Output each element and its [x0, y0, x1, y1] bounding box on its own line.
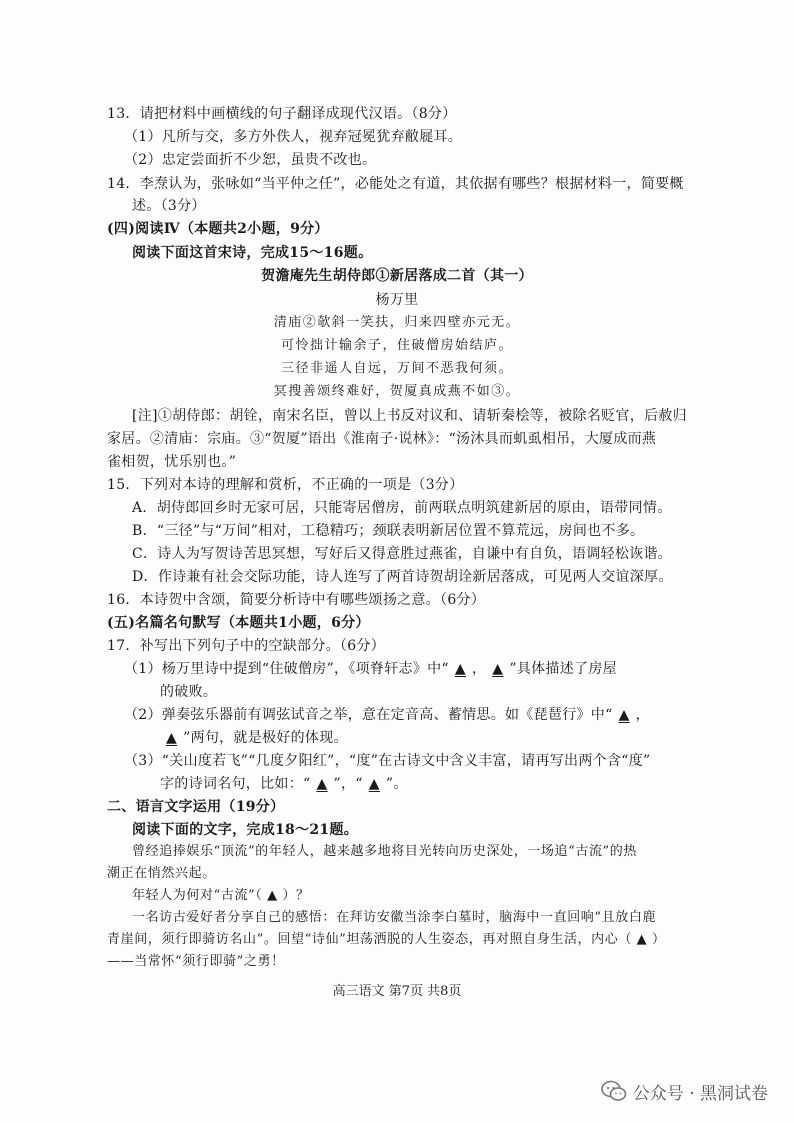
q17-item-1-cont: 的破败。	[160, 684, 218, 700]
q15-option-d: D．作诗兼有社会交际功能，诗人连写了两首诗贺胡诠新居落成，可见两人交谊深厚。	[132, 569, 673, 585]
passage-p3-line-3: ——当常怀“须行即骑”之勇！	[107, 954, 285, 969]
part-2-title: 二、语言文字运用（19分）	[107, 799, 285, 815]
q17-item-3-cont: 字的诗词名句，比如：“ ▲ ”，“ ▲ ”。	[160, 776, 408, 792]
poem-line-3: 三径非遥人自远，万间不恶我何须。	[280, 361, 513, 376]
answer-blank[interactable]: ▲	[166, 730, 178, 746]
passage-p3-line-1: 一名访古爱好者分享自己的感悟：在拜访安徽当涂李白墓时，脑海中一直回响“且放白鹿	[132, 910, 657, 925]
q16-stem: 16．本诗贺中含颂，简要分析诗中有哪些颂扬之意。（6分）	[107, 592, 486, 608]
answer-blank[interactable]: ▲	[618, 707, 630, 723]
q17-item-1: （1）杨万里诗中提到“住破僧房”，《项脊轩志》中“ ▲ ， ▲ ”具体描述了房屋	[124, 661, 617, 677]
q13-sentence-2: （2）忠定尝面折不少恕，虽贵不改也。	[124, 152, 377, 168]
q13-sentence-1: （1）凡所与交，多方外佚人，视弃冠冕犹弃敝屣耳。	[124, 129, 463, 145]
answer-blank[interactable]: ▲	[492, 661, 504, 677]
watermark-text: 公众号 · 黑洞试卷	[632, 1083, 768, 1104]
note-line-3: 雀相贺，忧乐别也。”	[107, 454, 237, 470]
passage-p3-line-2: 青崖间，须行即骑访名山”。回望“诗仙”坦荡洒脱的人生姿态，再对照自身生活，内心（ ▲ ）	[107, 932, 666, 947]
q14-line-1: 14．李焘认为，张咏如“当平仲之任”，必能处之有道，其依据有哪些？根据材料一，简要概	[107, 176, 684, 192]
passage-p1-line-2: 潮正在悄然兴起。	[107, 866, 216, 881]
q17-item-2: （2）弹奏弦乐器前有调弦试音之举，意在定音高、蓄情思。如《琵琶行》中“ ▲ ，	[124, 707, 650, 723]
answer-blank[interactable]: ▲	[454, 661, 466, 677]
poem-line-2: 可怜拙计输余子，住破僧房始结庐。	[280, 338, 513, 353]
poem-line-1: 清庙②欹斜一笑扶，归来四壁亦元无。	[273, 315, 521, 330]
page-footer: 高三语文 第7页 共8页	[332, 984, 462, 999]
q15-option-c: C．诗人为写贺诗苦思冥想，写好后又得意胜过燕雀，自谦中有自负，语调轻松诙谐。	[132, 546, 673, 562]
section-4-intro: 阅读下面这首宋诗，完成15～16题。	[132, 245, 373, 261]
section-5-title: (五)名篇名句默写（本题共1小题，6分）	[107, 615, 370, 631]
note-line-1: [注]①胡侍郎：胡铨，南宋名臣，曾以上书反对议和、请斩秦桧等，被除名贬官，后赦归	[132, 408, 687, 424]
q17-item-3: （3）“关山度若飞”“几度夕阳红”，“度”在古诗文中含义丰富，请再写出两个含“度”	[124, 753, 651, 769]
q14-line-2: 述。（3分）	[132, 198, 206, 214]
section-4-title: (四)阅读Ⅳ（本题共2小题，9分）	[107, 221, 329, 237]
watermark	[601, 1076, 768, 1106]
note-line-2: 家居。②清庙：宗庙。③“贺厦”语出《淮南子·说林》：“汤沐具而虮虱相吊，大厦成而燕	[107, 431, 657, 447]
wechat-icon	[601, 1080, 627, 1102]
answer-blank[interactable]: ▲	[368, 776, 380, 792]
q15-option-b: B．“三径”与“万间”相对，工稳精巧；颈联表明新居位置不算荒远，房间也不多。	[132, 523, 645, 539]
q17-item-2-cont: ▲ ”两句，就是极好的体现。	[160, 728, 348, 748]
part-2-intro: 阅读下面的文字，完成18～21题。	[132, 822, 359, 838]
poem-author: 杨万里	[375, 292, 419, 308]
q15-stem: 15．下列对本诗的理解和赏析，不正确的一项是（3分）	[107, 477, 464, 493]
q15-option-a: A．胡侍郎回乡时无家可居，只能寄居僧房，前两联点明筑建新居的原由，语带同情。	[132, 500, 672, 516]
answer-blank[interactable]: ▲	[316, 776, 328, 792]
q17-stem: 17．补写出下列句子中的空缺部分。（6分）	[107, 638, 386, 654]
q13-stem: 13．请把材料中画横线的句子翻译成现代汉语。（8分）	[107, 106, 457, 122]
poem-title: 贺澹庵先生胡侍郎①新居落成二首（其一）	[261, 268, 533, 284]
passage-p2: 年轻人为何对“古流”（ ▲ ）？	[132, 888, 310, 903]
passage-p1-line-1: 曾经追捧娱乐“顶流”的年轻人，越来越多地将目光转向历史深处，一场追“古流”的热	[132, 844, 637, 859]
poem-line-4: 冥搜善颂终难好，贺厦真成燕不如③。	[273, 384, 521, 399]
